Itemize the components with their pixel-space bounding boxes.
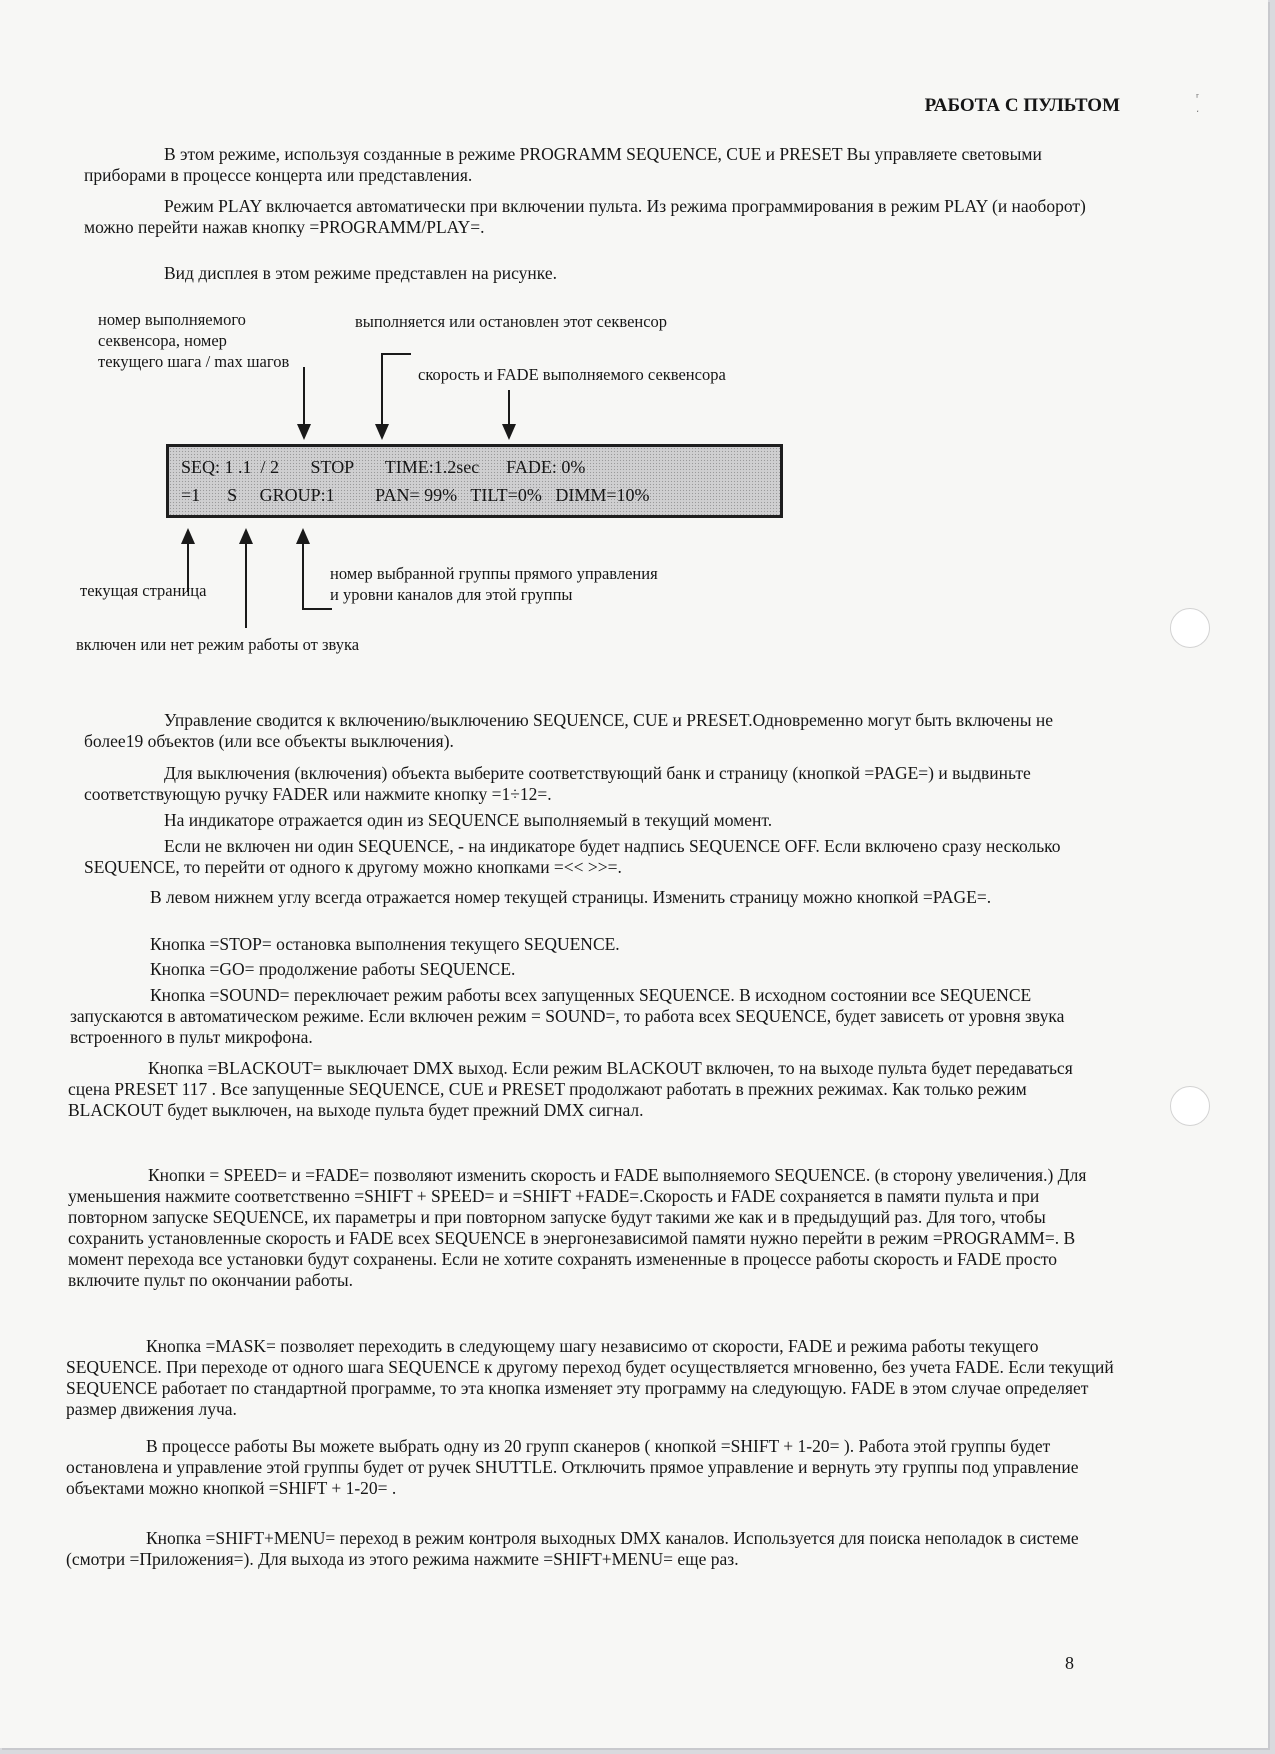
arrow-down-icon (297, 424, 311, 440)
body-paragraph-10: Кнопки = SPEED= и =FADE= позволяют изменить скорость и FADE выполняемого SEQUENCE. (в сторону увеличения.) Для уменьшения нажмите соответственно =SHIFT + SPEED= и =SHIFT +FADE=.Скорость и FADE сохраняется в памяти пульта и при повторном запуске SEQUENCE, их параметры и при повторном запуске будут такими же как и в предыдущий раз. Для того, чтобы сохранить установленные скорость и FADE всех SEQUENCE в энергонезависимой памяти нужно перейти в режим =PROGRAMM=. В момент перехода все установки будут сохранены. Если не хотите сохранять измененные в процессе работы скорость и FADE просто включите пульт по окончании работы. (68, 1165, 1087, 1290)
page-number: 8 (1065, 1653, 1074, 1673)
label-running-stopped: выполняется или остановлен этот секвенсор (355, 312, 668, 331)
body-paragraph-6: Кнопка =STOP= остановка выполнения текущего SEQUENCE. (150, 934, 620, 954)
punch-hole-top (1170, 608, 1210, 648)
connector-line (302, 542, 304, 610)
lcd-line-2: =1 S GROUP:1 PAN= 99% TILT=0% DIMM=10% (181, 485, 650, 505)
body-paragraph-7: Кнопка =GO= продолжение работы SEQUENCE. (150, 959, 516, 979)
label-sound-mode: включен или нет режим работы от звука (76, 635, 360, 654)
body-paragraph-11: Кнопка =MASK= позволяет переходить в следующему шагу независимо от скорости, FADE и режима работы текущего SEQUENCE. При переходе от одного шага SEQUENCE к другому переход будет осуществляется мгновенно, без учета FADE. Если текущий SEQUENCE работает по стандартной программе, то эта кнопка изменяет эту программу на следующую. FADE в этом случае определяет размер движения луча. (66, 1336, 1114, 1419)
connector-line (303, 367, 305, 427)
connector-line (381, 353, 411, 355)
lcd-display (166, 444, 783, 518)
page-header: РАБОТА С ПУЛЬТОМ (924, 95, 1120, 116)
body-paragraph-13: Кнопка =SHIFT+MENU= переход в режим контроля выходных DMX каналов. Используется для поиска неполадок в системе (смотри =Приложения=). Для выхода из этого режима нажмите =SHIFT+MENU= еще раз. (66, 1528, 1079, 1569)
lcd-line-1: SEQ: 1 .1 / 2 STOP TIME:1.2sec FADE: 0% (181, 457, 586, 477)
body-paragraph-8: Кнопка =SOUND= переключает режим работы всех запущенных SEQUENCE. В исходном состоянии все SEQUENCE запускаются в автоматическом режиме. Если включен режим = SOUND=, то работа всех SEQUENCE, будет зависеть от уровня звука встроенного в пульт микрофона. (70, 985, 1065, 1047)
body-paragraph-5: В левом нижнем углу всегда отражается номер текущей страницы. Изменить страницу можно кнопкой =PAGE=. (150, 887, 992, 907)
margin-mark: ʳ ˑ (1196, 90, 1200, 119)
connector-line (245, 542, 247, 628)
connector-line (508, 390, 510, 427)
connector-line (381, 354, 383, 427)
connector-line (302, 608, 332, 610)
body-paragraph-4: Если не включен ни один SEQUENCE, - на индикаторе будет надпись SEQUENCE OFF. Если включено сразу несколько SEQUENCE, то перейти от одного к другому можно кнопками =<< >>=. (84, 836, 1061, 877)
body-paragraph-2: Для выключения (включения) объекта выберите соответствующий банк и страницу (кнопкой =PAGE=) и выдвиньте соответствующую ручку FADER или нажмите кнопку =1÷12=. (84, 763, 1031, 804)
intro-paragraph-2: Режим PLAY включается автоматически при включении пульта. Из режима программирования в режим PLAY (и наоборот) можно перейти нажав кнопку =PROGRAMM/PLAY=. (84, 196, 1086, 237)
intro-paragraph-1: В этом режиме, используя созданные в режиме PROGRAMM SEQUENCE, CUE и PRESET Вы управляете световыми приборами в процессе концерта или представления. (84, 144, 1042, 185)
body-paragraph-3: На индикаторе отражается один из SEQUENCE выполняемый в текущий момент. (164, 810, 773, 830)
label-group: номер выбранной группы прямого управления и уровни каналов для этой группы (330, 564, 658, 604)
body-paragraph-9: Кнопка =BLACKOUT= выключает DMX выход. Если режим BLACKOUT включен, то на выходе пульта будет передаваться сцена PRESET 117 . Все запущенные SEQUENCE, CUE и PRESET продолжают работать в прежних режимах. Как только режим BLACKOUT будет выключен, на выходе пульта будет прежний DMX сигнал. (68, 1058, 1073, 1120)
body-paragraph-12: В процессе работы Вы можете выбрать одну из 20 групп сканеров ( кнопкой =SHIFT + 1-20= ). Работа этой группы будет остановлена и управление этой группы будет от ручек SHUTTLE. Отключить прямое управление и вернуть эту группы под управление объектами можно кнопкой =SHIFT + 1-20= . (66, 1436, 1079, 1498)
arrow-down-icon (502, 424, 516, 440)
label-seq-number: номер выполняемого секвенсора, номер текущего шага / max шагов (98, 310, 290, 371)
body-paragraph-1: Управление сводится к включению/выключению SEQUENCE, CUE и PRESET.Одновременно могут быть включены не более19 объектов (или все объекты выключения). (84, 710, 1054, 751)
label-current-page: текущая страница (80, 581, 207, 600)
punch-hole-bottom (1170, 1086, 1210, 1126)
intro-paragraph-3: Вид дисплея в этом режиме представлен на рисунке. (164, 263, 557, 283)
arrow-down-icon (375, 424, 389, 440)
label-speed-fade: скорость и FADE выполняемого секвенсора (418, 365, 726, 384)
